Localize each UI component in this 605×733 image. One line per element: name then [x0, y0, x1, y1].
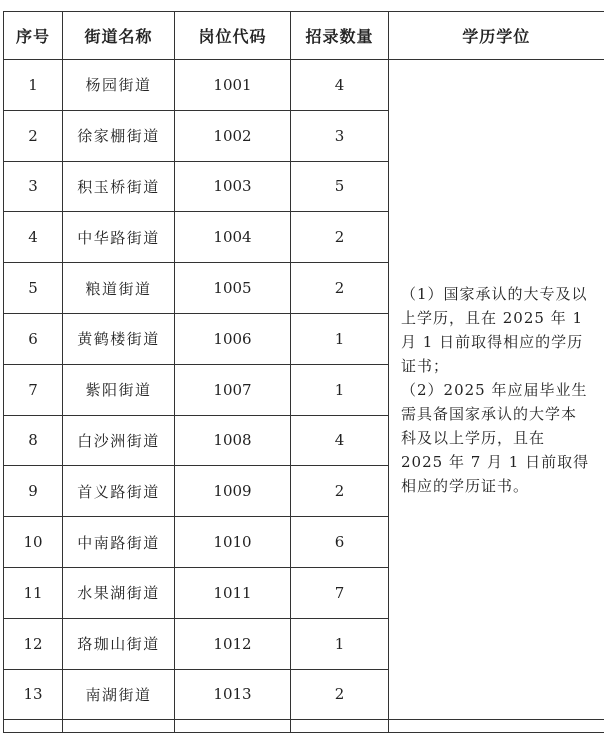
serial-no-cell: 5	[4, 263, 63, 314]
table-footer-row	[4, 720, 604, 733]
position-code-cell: 1006	[175, 313, 291, 364]
education-requirement-cell	[389, 60, 604, 720]
serial-no-cell: 2	[4, 110, 63, 161]
footer-cell	[4, 720, 63, 733]
street-name-cell: 白沙洲街道	[63, 415, 175, 466]
street-name-cell: 中南路街道	[63, 517, 175, 568]
footer-cell	[291, 720, 389, 733]
street-name-cell: 积玉桥街道	[63, 161, 175, 212]
recruit-count-cell: 1	[291, 313, 389, 364]
position-code-cell: 1005	[175, 263, 291, 314]
footer-cell	[389, 720, 604, 733]
street-name-cell: 黄鹤楼街道	[63, 313, 175, 364]
recruit-count-cell: 4	[291, 415, 389, 466]
recruit-count-cell: 7	[291, 567, 389, 618]
requirement-clause-1: （1）国家承认的大专及以上学历，且在 2025 年 1 月 1 日前取得相应的学历证书；	[401, 284, 588, 375]
recruit-count-cell: 2	[291, 669, 389, 720]
requirement-clause-2: （2）2025 年应届毕业生需具备国家承认的大学本科及以上学历，且在 2025 年 7 月 1 日前取得相应的学历证书。	[401, 380, 590, 495]
position-code-cell: 1010	[175, 517, 291, 568]
serial-no-cell: 9	[4, 466, 63, 517]
recruitment-table	[3, 11, 604, 733]
position-code-cell: 1011	[175, 567, 291, 618]
street-name-cell: 南湖街道	[63, 669, 175, 720]
position-code-cell: 1008	[175, 415, 291, 466]
header-education-degree: 学历学位	[389, 12, 604, 60]
recruit-count-cell: 6	[291, 517, 389, 568]
position-code-cell: 1007	[175, 364, 291, 415]
serial-no-cell: 1	[4, 60, 63, 111]
position-code-cell: 1012	[175, 618, 291, 669]
street-name-cell: 徐家棚街道	[63, 110, 175, 161]
recruit-count-cell: 2	[291, 212, 389, 263]
serial-no-cell: 11	[4, 567, 63, 618]
position-code-cell: 1004	[175, 212, 291, 263]
recruit-count-cell: 4	[291, 60, 389, 111]
header-position-code: 岗位代码	[175, 12, 291, 60]
street-name-cell: 水果湖街道	[63, 567, 175, 618]
recruit-count-cell: 1	[291, 364, 389, 415]
recruit-count-cell: 2	[291, 466, 389, 517]
recruit-count-cell: 2	[291, 263, 389, 314]
table-header-row	[4, 12, 604, 60]
serial-no-cell: 4	[4, 212, 63, 263]
recruit-count-cell: 1	[291, 618, 389, 669]
recruit-count-cell: 3	[291, 110, 389, 161]
street-name-cell: 首义路街道	[63, 466, 175, 517]
table-row	[4, 60, 604, 111]
street-name-cell: 珞珈山街道	[63, 618, 175, 669]
street-name-cell: 杨园街道	[63, 60, 175, 111]
header-serial-no: 序号	[4, 12, 63, 60]
position-code-cell: 1001	[175, 60, 291, 111]
street-name-cell: 紫阳街道	[63, 364, 175, 415]
serial-no-cell: 6	[4, 313, 63, 364]
street-name-cell: 中华路街道	[63, 212, 175, 263]
serial-no-cell: 10	[4, 517, 63, 568]
position-code-cell: 1013	[175, 669, 291, 720]
position-code-cell: 1002	[175, 110, 291, 161]
serial-no-cell: 8	[4, 415, 63, 466]
serial-no-cell: 13	[4, 669, 63, 720]
serial-no-cell: 12	[4, 618, 63, 669]
position-code-cell: 1003	[175, 161, 291, 212]
footer-cell	[175, 720, 291, 733]
header-recruit-count: 招录数量	[291, 12, 389, 60]
serial-no-cell: 3	[4, 161, 63, 212]
header-street-name: 街道名称	[63, 12, 175, 60]
serial-no-cell: 7	[4, 364, 63, 415]
recruit-count-cell: 5	[291, 161, 389, 212]
street-name-cell: 粮道街道	[63, 263, 175, 314]
footer-cell	[63, 720, 175, 733]
position-code-cell: 1009	[175, 466, 291, 517]
